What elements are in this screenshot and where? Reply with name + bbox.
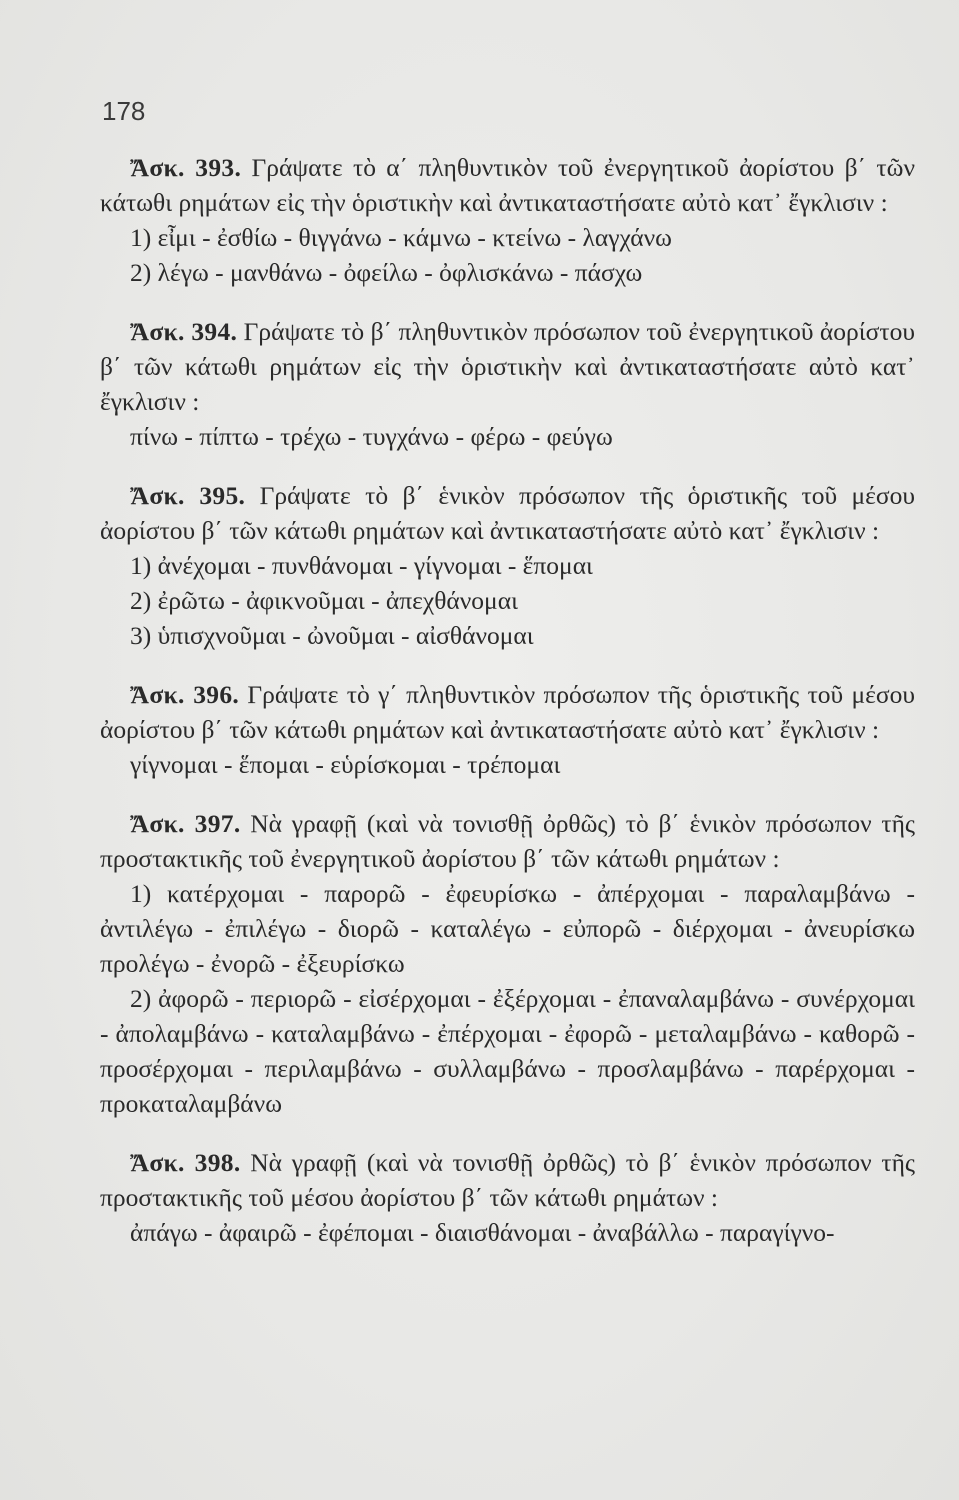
exercise-text: Νὰ γραφῇ (καὶ νὰ τονισθῇ ὀρθῶς) τὸ β΄ ἑνικὸν πρόσωπον τῆς προστακτικῆς τοῦ μέσου ἀορίστου β΄ τῶν κάτωθι ρημάτων : xyxy=(100,1148,916,1212)
exercise-text: Γράψατε τὸ β΄ πληθυντικὸν πρόσωπον τοῦ ἐνεργητικοῦ ἀορίστου β΄ τῶν κάτωθι ρημάτων εἰς τὴν ὁριστικὴν καὶ ἀντικαταστήσατε αὐτὸ κατ᾽ ἔγκλισιν : xyxy=(100,317,915,416)
exercise-item: 2) ἀφορῶ - περιορῶ - εἰσέρχομαι - ἐξέρχομαι - ἐπαναλαμβάνω - συνέρχομαι - ἀπολαμβάνω - καταλαμβάνω - ἐπέρχομαι - ἐφορῶ - μεταλαμβάνω - καθορῶ - προσέρχομαι - περιλαμβάνω - συλλαμβάνω - προσλαμβάνω - παρέρχομαι - προκαταλαμβάνω xyxy=(100,984,915,1118)
exercise-395 xyxy=(100,478,915,653)
exercise-item: 1) ἀνέχομαι - πυνθάνομαι - γίγνομαι - ἕπομαι xyxy=(130,551,593,580)
exercise-label: Ἄσκ. 394. xyxy=(130,317,238,346)
exercise-item: ἀπάγω - ἀφαιρῶ - ἐφέπομαι - διαισθάνομαι - ἀναβάλλω - παραγίγνο- xyxy=(130,1218,835,1247)
exercise-396 xyxy=(100,677,915,782)
exercise-item: πίνω - πίπτω - τρέχω - τυγχάνω - φέρω - φεύγω xyxy=(130,422,613,451)
exercise-text: Νὰ γραφῇ (καὶ νὰ τονισθῇ ὀρθῶς) τὸ β΄ ἑνικὸν πρόσωπον τῆς προστακτικῆς τοῦ ἐνεργητικοῦ ἀορίστου β΄ τῶν κάτωθι ρημάτων : xyxy=(100,809,916,873)
exercise-text: Γράψατε τὸ γ΄ πληθυντικὸν πρόσωπον τῆς ὁριστικῆς τοῦ μέσου ἀορίστου β΄ τῶν κάτωθι ρημάτων καὶ ἀντικαταστήσατε αὐτὸ κατ᾽ ἔγκλισιν : xyxy=(100,680,915,744)
exercise-item: 2) ἐρῶτω - ἀφικνοῦμαι - ἀπεχθάνομαι xyxy=(130,586,518,615)
exercise-398 xyxy=(100,1145,915,1250)
exercise-instruction xyxy=(100,806,915,876)
exercise-text: Γράψατε τὸ β΄ ἑνικὸν πρόσωπον τῆς ὁριστικῆς τοῦ μέσου ἀορίστου β΄ τῶν κάτωθι ρημάτων καὶ ἀντικαταστήσατε αὐτὸ κατ᾽ ἔγκλισιν : xyxy=(100,481,916,545)
exercise-item: 2) λέγω - μανθάνω - ὀφείλω - ὀφλισκάνω - πάσχω xyxy=(130,258,643,287)
exercise-label: Ἄσκ. 393. xyxy=(130,153,242,182)
exercise-instruction xyxy=(100,1145,915,1215)
exercise-label: Ἄσκ. 396. xyxy=(130,680,240,709)
exercise-instruction xyxy=(100,478,915,548)
exercise-393 xyxy=(100,150,915,290)
exercise-instruction xyxy=(100,314,915,419)
exercise-text: Γράψατε τὸ α΄ πληθυντικὸν τοῦ ἐνεργητικοῦ ἀορίστου β΄ τῶν κάτωθι ρημάτων εἰς τὴν ὁριστικὴν καὶ ἀντικαταστήσατε αὐτὸ κατ᾽ ἔγκλισιν : xyxy=(100,153,915,217)
exercise-instruction xyxy=(100,150,915,220)
exercise-item: γίγνομαι - ἕπομαι - εὑρίσκομαι - τρέπομαι xyxy=(130,750,561,779)
exercise-label: Ἄσκ. 398. xyxy=(130,1148,241,1177)
page-content xyxy=(100,150,915,1274)
exercise-item: 1) εἶμι - ἐσθίω - θιγγάνω - κάμνω - κτείνω - λαγχάνω xyxy=(130,223,672,252)
exercise-394 xyxy=(100,314,915,454)
page-number: 178 xyxy=(102,96,146,126)
exercise-label: Ἄσκ. 395. xyxy=(130,481,246,510)
exercise-label: Ἄσκ. 397. xyxy=(130,809,241,838)
exercise-397 xyxy=(100,806,915,1121)
exercise-instruction xyxy=(100,677,915,747)
exercise-item: 1) κατέρχομαι - παρορῶ - ἐφευρίσκω - ἀπέρχομαι - παραλαμβάνω - ἀντιλέγω - ἐπιλέγω - διορῶ - καταλέγω - εὐπορῶ - διέρχομαι - ἀνευρίσκω προλέγω - ἐνορῶ - ἐξευρίσκω xyxy=(100,879,915,978)
exercise-item: 3) ὑπισχνοῦμαι - ὠνοῦμαι - αἰσθάνομαι xyxy=(130,621,534,650)
